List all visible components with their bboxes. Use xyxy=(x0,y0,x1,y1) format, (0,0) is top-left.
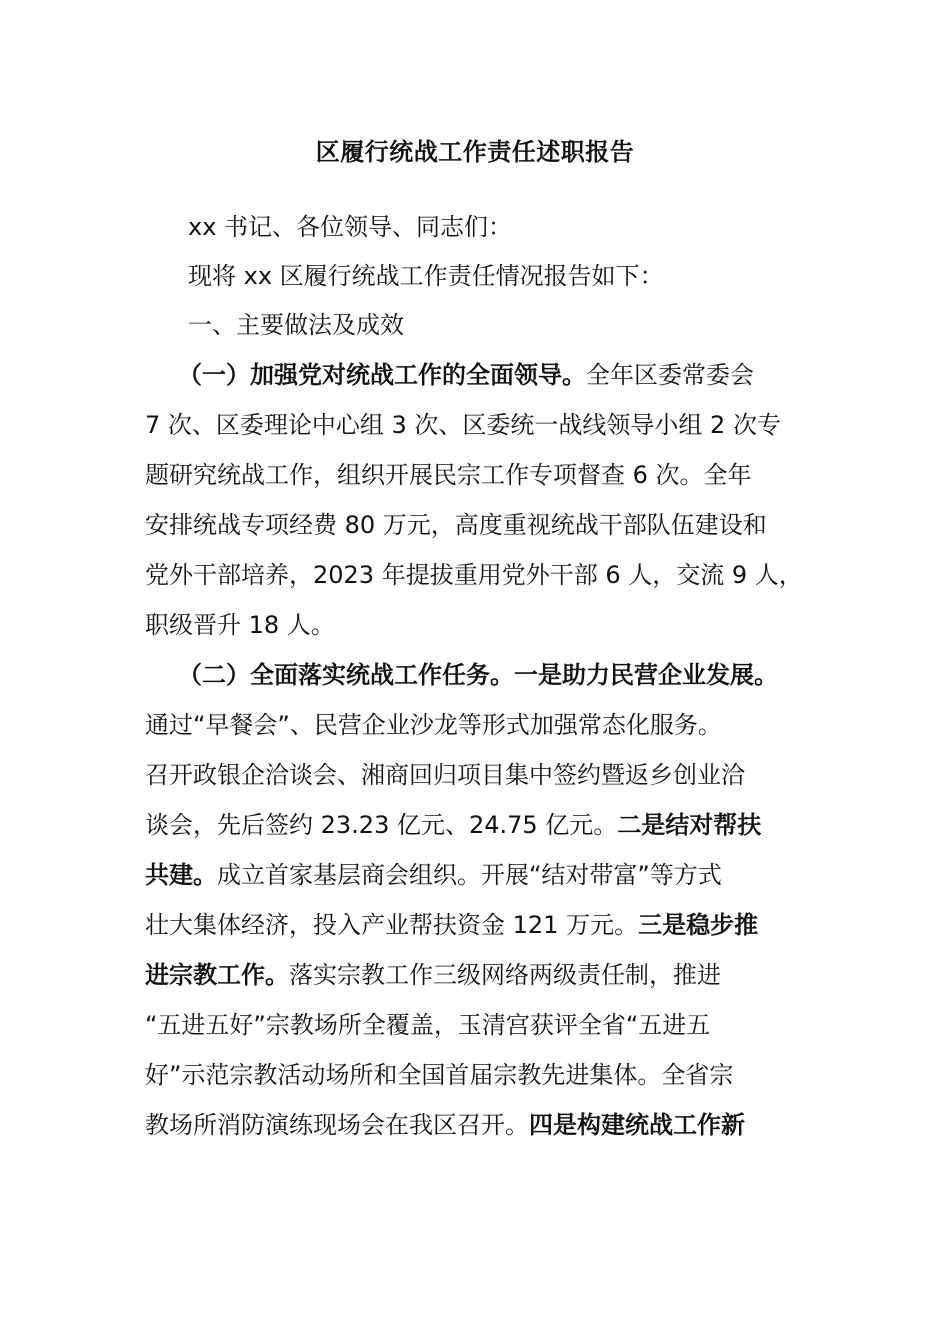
paragraph-line: 题研究统战工作，组织开展民宗工作专项督查 6 次。全年 xyxy=(145,461,752,489)
paragraph-line: 安排统战专项经费 80 万元，高度重视统战干部队伍建设和 xyxy=(145,511,767,539)
paragraph-text: 成立首家基层商会组织。开展“结对带富”等方式 xyxy=(217,861,722,889)
paragraph-line xyxy=(145,805,761,845)
paragraph-text: 教场所消防演练现场会在我区召开。 xyxy=(145,1111,529,1139)
subheading: 二是结对帮扶 xyxy=(617,811,762,839)
paragraph-line: 职级晋升 18 人。 xyxy=(145,611,335,639)
paragraph-line: 通过“早餐会”、民营企业沙龙等形式加强常态化服务。 xyxy=(145,711,722,739)
paragraph-line: 召开政银企洽谈会、湘商回归项目集中签约暨返乡创业洽 xyxy=(145,761,745,789)
paragraph-line: “五进五好”宗教场所全覆盖，玉清宫获评全省“五进五 xyxy=(145,1011,711,1039)
intro-line: 现将 xx 区履行统战工作责任情况报告如下： xyxy=(188,262,664,290)
subheading: 三是稳步推 xyxy=(638,911,759,939)
paragraph-line xyxy=(145,905,758,945)
subheading: 共建。 xyxy=(145,861,217,889)
greeting: xx 书记、各位领导、同志们： xyxy=(188,213,513,241)
paragraph-line xyxy=(178,355,754,395)
paragraph-text: 落实宗教工作三级网络两级责任制，推进 xyxy=(289,961,721,989)
paragraph-heading: （一）加强党对统战工作的全面领导。 xyxy=(178,361,586,389)
paragraph-heading: （二）全面落实统战工作任务。一是助力民营企业发展。 xyxy=(178,661,778,689)
paragraph-text: 谈会，先后签约 23.23 亿元、24.75 亿元。 xyxy=(145,811,618,839)
section-heading: 一、主要做法及成效 xyxy=(188,311,404,339)
paragraph-text: 全年区委常委会 xyxy=(586,361,754,389)
subheading: 四是构建统战工作新 xyxy=(529,1111,745,1139)
paragraph-line xyxy=(145,955,721,995)
paragraph-line xyxy=(178,655,778,695)
paragraph-line xyxy=(145,855,722,895)
paragraph-text: 壮大集体经济，投入产业帮扶资金 121 万元。 xyxy=(145,911,639,939)
paragraph-line: 7 次、区委理论中心组 3 次、区委统一战线领导小组 2 次专 xyxy=(145,411,781,439)
document-title: 区履行统战工作责任述职报告 xyxy=(315,138,635,166)
paragraph-line xyxy=(145,1105,745,1145)
paragraph-line: 党外干部培养，2023 年提拔重用党外干部 6 人，交流 9 人， xyxy=(145,561,803,589)
paragraph-line: 好”示范宗教活动场所和全国首届宗教先进集体。全省宗 xyxy=(145,1061,734,1089)
subheading: 进宗教工作。 xyxy=(145,961,289,989)
